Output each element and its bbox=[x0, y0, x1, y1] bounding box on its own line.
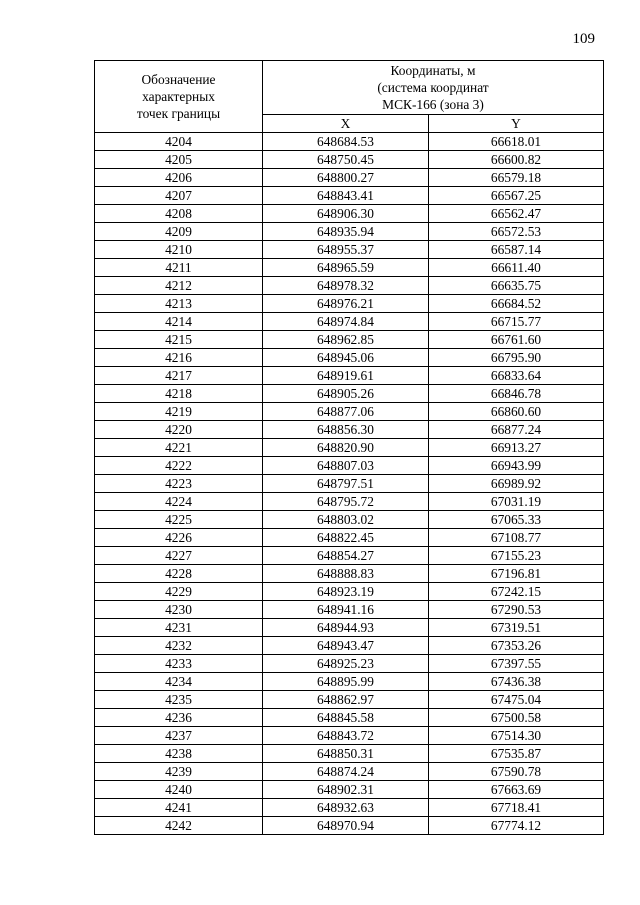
table-row bbox=[95, 277, 604, 295]
table-row bbox=[95, 475, 604, 493]
point-cell: 4220 bbox=[95, 421, 263, 439]
point-cell: 4205 bbox=[95, 151, 263, 169]
x-coordinate-cell: 648800.27 bbox=[263, 169, 429, 187]
table-row bbox=[95, 349, 604, 367]
x-coordinate-cell: 648919.61 bbox=[263, 367, 429, 385]
x-coordinate-cell: 648843.72 bbox=[263, 727, 429, 745]
x-coordinate-cell: 648750.45 bbox=[263, 151, 429, 169]
x-coordinate-cell: 648962.85 bbox=[263, 331, 429, 349]
point-cell: 4228 bbox=[95, 565, 263, 583]
table-row bbox=[95, 331, 604, 349]
point-cell: 4211 bbox=[95, 259, 263, 277]
y-coordinate-cell: 67319.51 bbox=[429, 619, 604, 637]
x-column-header: X bbox=[263, 115, 429, 133]
table-row bbox=[95, 601, 604, 619]
point-cell: 4210 bbox=[95, 241, 263, 259]
point-cell: 4234 bbox=[95, 673, 263, 691]
point-cell: 4216 bbox=[95, 349, 263, 367]
y-coordinate-cell: 66611.40 bbox=[429, 259, 604, 277]
x-coordinate-cell: 648854.27 bbox=[263, 547, 429, 565]
point-cell: 4224 bbox=[95, 493, 263, 511]
table-row bbox=[95, 565, 604, 583]
table-row bbox=[95, 547, 604, 565]
page-number: 109 bbox=[572, 31, 595, 47]
table-header bbox=[95, 61, 604, 133]
x-coordinate-cell: 648978.32 bbox=[263, 277, 429, 295]
y-coordinate-cell: 67155.23 bbox=[429, 547, 604, 565]
point-cell: 4235 bbox=[95, 691, 263, 709]
x-coordinate-cell: 648925.23 bbox=[263, 655, 429, 673]
table-row bbox=[95, 205, 604, 223]
x-coordinate-cell: 648888.83 bbox=[263, 565, 429, 583]
point-cell: 4218 bbox=[95, 385, 263, 403]
x-coordinate-cell: 648797.51 bbox=[263, 475, 429, 493]
table-row bbox=[95, 763, 604, 781]
y-coordinate-cell: 67774.12 bbox=[429, 817, 604, 835]
x-coordinate-cell: 648932.63 bbox=[263, 799, 429, 817]
point-cell: 4222 bbox=[95, 457, 263, 475]
x-coordinate-cell: 648820.90 bbox=[263, 439, 429, 457]
y-coordinate-cell: 66761.60 bbox=[429, 331, 604, 349]
y-coordinate-cell: 66587.14 bbox=[429, 241, 604, 259]
table-row bbox=[95, 187, 604, 205]
point-cell: 4207 bbox=[95, 187, 263, 205]
y-coordinate-cell: 66715.77 bbox=[429, 313, 604, 331]
y-coordinate-cell: 67353.26 bbox=[429, 637, 604, 655]
table-row bbox=[95, 439, 604, 457]
x-coordinate-cell: 648944.93 bbox=[263, 619, 429, 637]
point-cell: 4239 bbox=[95, 763, 263, 781]
x-coordinate-cell: 648945.06 bbox=[263, 349, 429, 367]
point-cell: 4215 bbox=[95, 331, 263, 349]
y-coordinate-cell: 67718.41 bbox=[429, 799, 604, 817]
y-coordinate-cell: 66913.27 bbox=[429, 439, 604, 457]
x-coordinate-cell: 648845.58 bbox=[263, 709, 429, 727]
point-cell: 4236 bbox=[95, 709, 263, 727]
x-coordinate-cell: 648856.30 bbox=[263, 421, 429, 439]
y-coordinate-cell: 67436.38 bbox=[429, 673, 604, 691]
table-row bbox=[95, 637, 604, 655]
y-coordinate-cell: 67108.77 bbox=[429, 529, 604, 547]
table-row bbox=[95, 403, 604, 421]
point-cell: 4241 bbox=[95, 799, 263, 817]
x-coordinate-cell: 648955.37 bbox=[263, 241, 429, 259]
y-coordinate-cell: 67242.15 bbox=[429, 583, 604, 601]
y-coordinate-cell: 67514.30 bbox=[429, 727, 604, 745]
table-row bbox=[95, 691, 604, 709]
point-cell: 4229 bbox=[95, 583, 263, 601]
x-coordinate-cell: 648874.24 bbox=[263, 763, 429, 781]
x-coordinate-cell: 648877.06 bbox=[263, 403, 429, 421]
y-coordinate-cell: 67475.04 bbox=[429, 691, 604, 709]
table-row bbox=[95, 385, 604, 403]
x-coordinate-cell: 648807.03 bbox=[263, 457, 429, 475]
table-row bbox=[95, 367, 604, 385]
y-column-header: Y bbox=[429, 115, 604, 133]
table-row bbox=[95, 295, 604, 313]
point-cell: 4232 bbox=[95, 637, 263, 655]
y-coordinate-cell: 66989.92 bbox=[429, 475, 604, 493]
point-cell: 4204 bbox=[95, 133, 263, 151]
x-coordinate-cell: 648684.53 bbox=[263, 133, 429, 151]
y-coordinate-cell: 67290.53 bbox=[429, 601, 604, 619]
point-cell: 4230 bbox=[95, 601, 263, 619]
y-coordinate-cell: 67065.33 bbox=[429, 511, 604, 529]
point-cell: 4221 bbox=[95, 439, 263, 457]
x-coordinate-cell: 648974.84 bbox=[263, 313, 429, 331]
y-coordinate-cell: 67196.81 bbox=[429, 565, 604, 583]
table-row bbox=[95, 529, 604, 547]
point-cell: 4238 bbox=[95, 745, 263, 763]
x-coordinate-cell: 648850.31 bbox=[263, 745, 429, 763]
table-row bbox=[95, 727, 604, 745]
point-cell: 4240 bbox=[95, 781, 263, 799]
x-coordinate-cell: 648843.41 bbox=[263, 187, 429, 205]
table-row bbox=[95, 457, 604, 475]
table-row bbox=[95, 259, 604, 277]
point-cell: 4214 bbox=[95, 313, 263, 331]
point-cell: 4213 bbox=[95, 295, 263, 313]
y-coordinate-cell: 66860.60 bbox=[429, 403, 604, 421]
x-coordinate-cell: 648803.02 bbox=[263, 511, 429, 529]
y-coordinate-cell: 66846.78 bbox=[429, 385, 604, 403]
y-coordinate-cell: 67500.58 bbox=[429, 709, 604, 727]
y-coordinate-cell: 67590.78 bbox=[429, 763, 604, 781]
point-cell: 4219 bbox=[95, 403, 263, 421]
y-coordinate-cell: 66795.90 bbox=[429, 349, 604, 367]
y-coordinate-cell: 66600.82 bbox=[429, 151, 604, 169]
x-coordinate-cell: 648795.72 bbox=[263, 493, 429, 511]
y-coordinate-cell: 67535.87 bbox=[429, 745, 604, 763]
table-row bbox=[95, 223, 604, 241]
table-row bbox=[95, 745, 604, 763]
y-coordinate-cell: 67031.19 bbox=[429, 493, 604, 511]
x-coordinate-cell: 648902.31 bbox=[263, 781, 429, 799]
y-coordinate-cell: 66635.75 bbox=[429, 277, 604, 295]
y-coordinate-cell: 66943.99 bbox=[429, 457, 604, 475]
y-coordinate-cell: 66579.18 bbox=[429, 169, 604, 187]
y-coordinate-cell: 66684.52 bbox=[429, 295, 604, 313]
point-cell: 4226 bbox=[95, 529, 263, 547]
table-row bbox=[95, 799, 604, 817]
x-coordinate-cell: 648965.59 bbox=[263, 259, 429, 277]
table-row bbox=[95, 421, 604, 439]
point-cell: 4217 bbox=[95, 367, 263, 385]
table-row bbox=[95, 151, 604, 169]
x-coordinate-cell: 648970.94 bbox=[263, 817, 429, 835]
coordinates-header: Координаты, м (система координат МСК-166 (зона 3) bbox=[263, 61, 604, 115]
point-cell: 4231 bbox=[95, 619, 263, 637]
point-cell: 4209 bbox=[95, 223, 263, 241]
y-coordinate-cell: 67663.69 bbox=[429, 781, 604, 799]
point-cell: 4212 bbox=[95, 277, 263, 295]
point-cell: 4242 bbox=[95, 817, 263, 835]
x-coordinate-cell: 648905.26 bbox=[263, 385, 429, 403]
table-row bbox=[95, 493, 604, 511]
x-coordinate-cell: 648943.47 bbox=[263, 637, 429, 655]
x-coordinate-cell: 648822.45 bbox=[263, 529, 429, 547]
table-row bbox=[95, 817, 604, 835]
table-row bbox=[95, 781, 604, 799]
point-cell: 4233 bbox=[95, 655, 263, 673]
table-row bbox=[95, 169, 604, 187]
point-cell: 4237 bbox=[95, 727, 263, 745]
x-coordinate-cell: 648923.19 bbox=[263, 583, 429, 601]
table-row bbox=[95, 655, 604, 673]
table-row bbox=[95, 241, 604, 259]
point-designation-header: Обозначение характерных точек границы bbox=[95, 61, 263, 133]
table-row bbox=[95, 619, 604, 637]
point-cell: 4206 bbox=[95, 169, 263, 187]
point-cell: 4208 bbox=[95, 205, 263, 223]
x-coordinate-cell: 648935.94 bbox=[263, 223, 429, 241]
y-coordinate-cell: 66572.53 bbox=[429, 223, 604, 241]
table-body bbox=[95, 133, 604, 835]
table-row bbox=[95, 673, 604, 691]
table-row bbox=[95, 511, 604, 529]
y-coordinate-cell: 66618.01 bbox=[429, 133, 604, 151]
point-cell: 4227 bbox=[95, 547, 263, 565]
x-coordinate-cell: 648895.99 bbox=[263, 673, 429, 691]
x-coordinate-cell: 648862.97 bbox=[263, 691, 429, 709]
table-row bbox=[95, 133, 604, 151]
table-row bbox=[95, 583, 604, 601]
table-row bbox=[95, 313, 604, 331]
coordinates-table bbox=[94, 60, 604, 835]
x-coordinate-cell: 648941.16 bbox=[263, 601, 429, 619]
y-coordinate-cell: 66833.64 bbox=[429, 367, 604, 385]
x-coordinate-cell: 648976.21 bbox=[263, 295, 429, 313]
y-coordinate-cell: 66877.24 bbox=[429, 421, 604, 439]
y-coordinate-cell: 67397.55 bbox=[429, 655, 604, 673]
y-coordinate-cell: 66567.25 bbox=[429, 187, 604, 205]
point-cell: 4225 bbox=[95, 511, 263, 529]
point-cell: 4223 bbox=[95, 475, 263, 493]
y-coordinate-cell: 66562.47 bbox=[429, 205, 604, 223]
table-row bbox=[95, 709, 604, 727]
x-coordinate-cell: 648906.30 bbox=[263, 205, 429, 223]
